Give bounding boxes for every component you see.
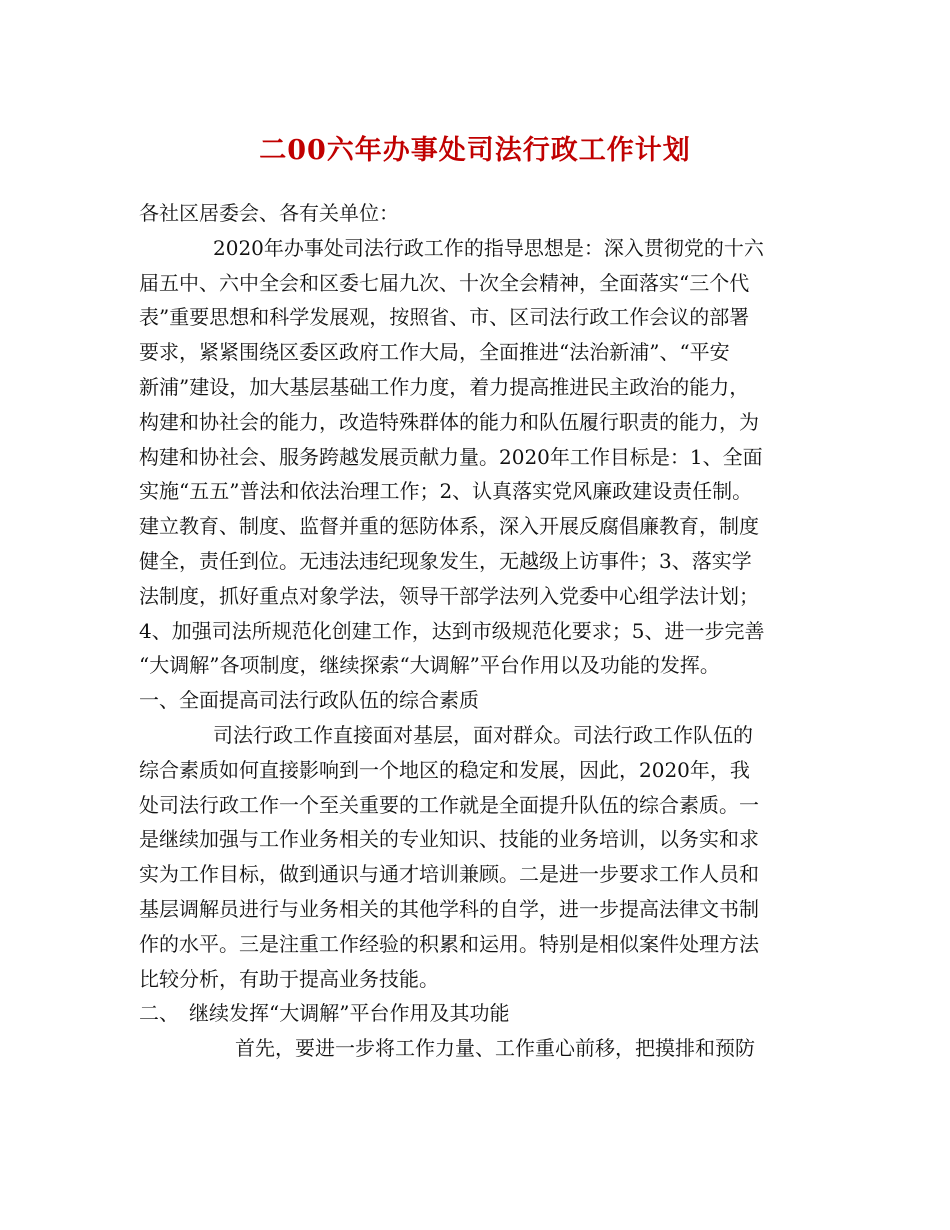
text-line: 新浦”建设，加大基层基础工作力度，着力提高推进民主政治的能力，: [139, 374, 750, 399]
document-body: [139, 196, 811, 1066]
text-line: 届五中、六中全会和区委七届九次、十次全会精神，全面落实“三个代: [139, 270, 750, 295]
text-line: “大调解”各项制度，继续探索“大调解”平台作用以及功能的发挥。: [139, 653, 720, 678]
text-line: 表”重要思想和科学发展观，按照省、市、区司法行政工作会议的部署: [139, 305, 750, 330]
text-line: 处司法行政工作一个至关重要的工作就是全面提升队伍的综合素质。一: [139, 792, 759, 817]
text-line: 各社区居委会、各有关单位：: [139, 201, 399, 225]
text-line: 比较分析，有助于提高业务技能。: [139, 966, 439, 991]
text-line: 作的水平。三是注重工作经验的积累和运用。特别是相似案件处理方法: [139, 931, 759, 956]
text-line: 构建和协社会、服务跨越发展贡献力量。2020年工作目标是：1、全面: [139, 444, 763, 469]
text-line: 基层调解员进行与业务相关的其他学科的自学，进一步提高法律文书制: [139, 896, 759, 921]
text-line: 是继续加强与工作业务相关的专业知识、技能的业务培训，以务实和求: [139, 827, 759, 852]
text-line: 健全，责任到位。无违法违纪现象发生，无越级上访事件；3、落实学: [139, 548, 752, 573]
text-line: 实施“五五”普法和依法治理工作；2、认真落实党风廉政建设责任制。: [139, 479, 753, 504]
text-line: 实为工作目标，做到通识与通才培训兼顾。二是进一步要求工作人员和: [139, 862, 759, 887]
text-line: 法制度，抓好重点对象学法，领导干部学法列入党委中心组学法计划；: [139, 583, 759, 608]
text-line: 司法行政工作直接面对基层，面对群众。司法行政工作队伍的: [213, 722, 753, 747]
text-line: 首先，要进一步将工作力量、工作重心前移，把摸排和预防: [235, 1036, 755, 1061]
text-line: 综合素质如何直接影响到一个地区的稳定和发展，因此，2020年，我: [139, 757, 750, 782]
text-line: 4、加强司法所规范化创建工作，达到市级规范化要求；5、进一步完善: [139, 618, 765, 643]
text-line: 2020年办事处司法行政工作的指导思想是：深入贯彻党的十六: [213, 235, 764, 260]
text-line: 一、全面提高司法行政队伍的综合素质: [139, 688, 479, 713]
text-line: 构建和协社会的能力，改造特殊群体的能力和队伍履行职责的能力，为: [139, 409, 759, 434]
document-title: 二00六年办事处司法行政工作计划: [259, 135, 691, 166]
text-line: 建立教育、制度、监督并重的惩防体系，深入开展反腐倡廉教育，制度: [139, 514, 759, 539]
text-line: 要求，紧紧围绕区委区政府工作大局，全面推进“法治新浦”、“平安: [139, 340, 730, 365]
text-line: 二、 继续发挥“大调解”平台作用及其功能: [139, 1001, 510, 1026]
